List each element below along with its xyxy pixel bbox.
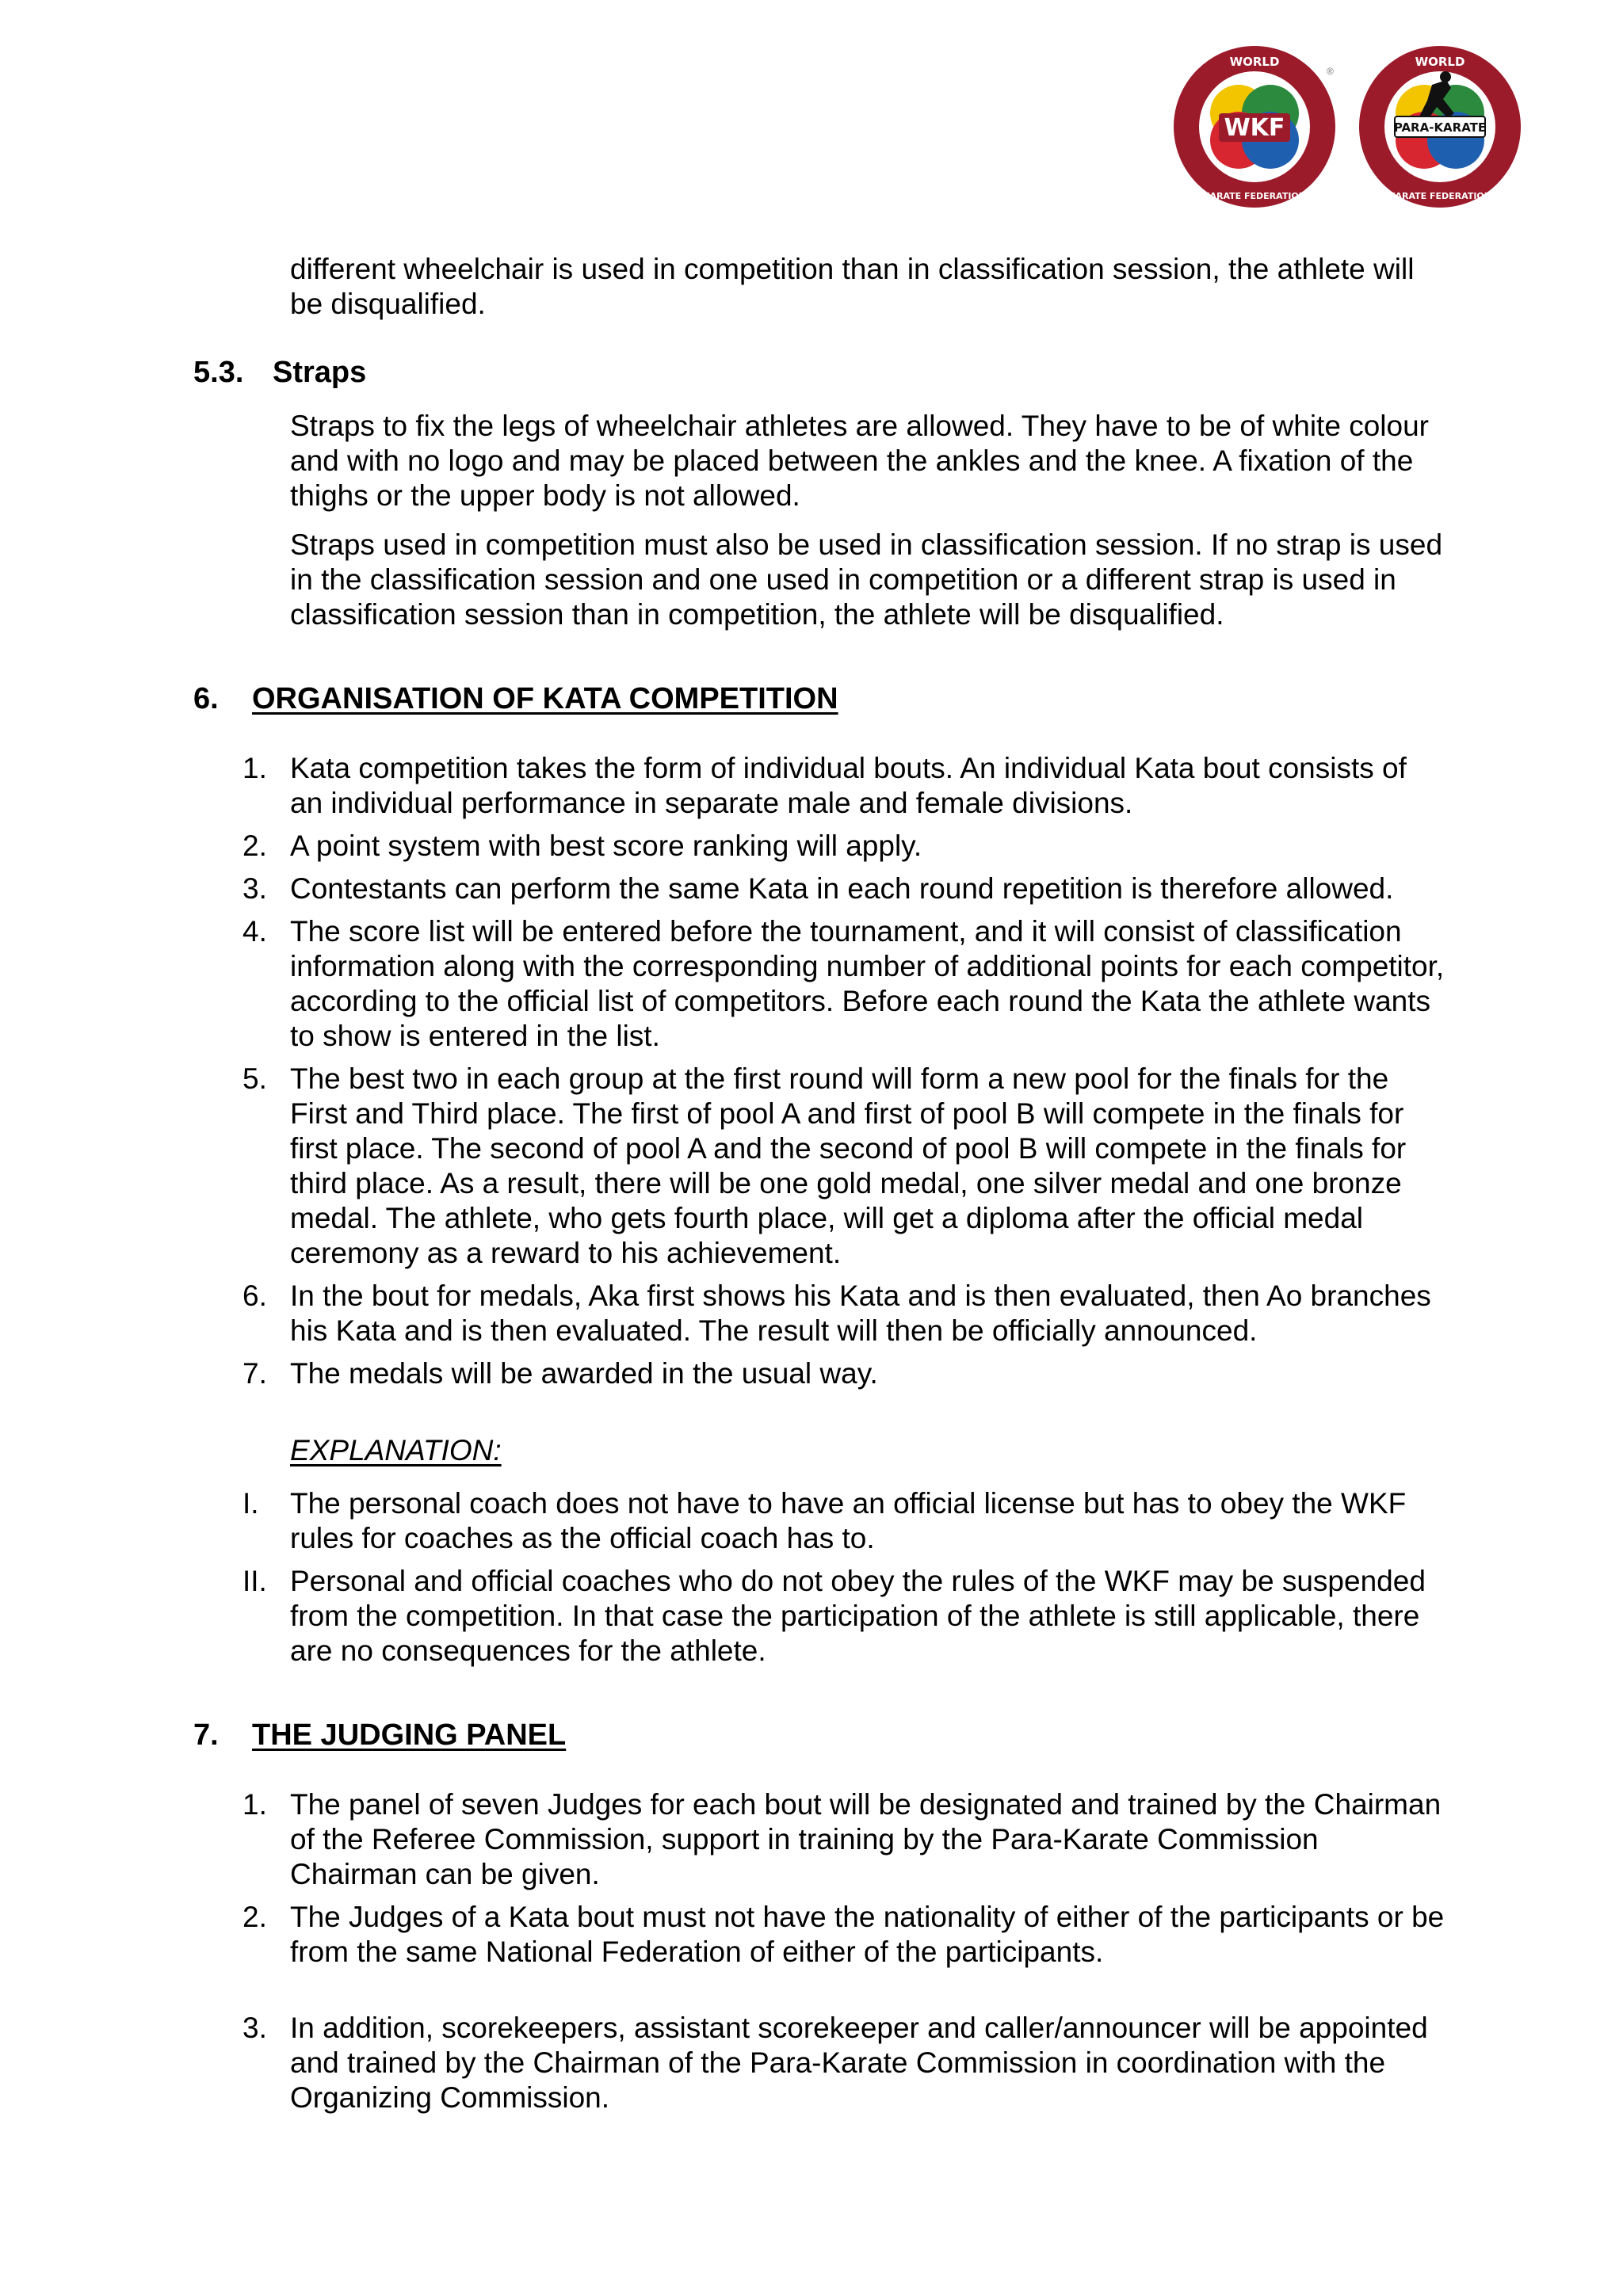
list-marker: 6. [242, 1280, 267, 1312]
list-item-text: The medals will be awarded in the usual way. [290, 1357, 878, 1390]
list-item [242, 1062, 1447, 1271]
wkf-logo-center-text: WKF [1224, 114, 1285, 142]
list-marker: 3. [242, 872, 267, 905]
wkf-logo-top-text: WORLD [1229, 55, 1280, 69]
straps-paragraph-1: Straps to fix the legs of wheelchair athletes are allowed. They have to be of white colour and with no logo and may be placed between the ankles and the knee. A fixation of the thighs or the upper body is not allowed. [290, 410, 1429, 512]
wkf-logo [1171, 44, 1338, 210]
list-item [242, 1787, 1447, 1892]
list-item-text: The panel of seven Judges for each bout will be designated and trained by the Chairman of the Referee Commission, support in training by the Para-Karate Commission Chairman can be given. [290, 1788, 1442, 1890]
section-number: 5.3. [193, 356, 244, 389]
list-item-text: Contestants can perform the same Kata in each round repetition is therefore allowed. [290, 872, 1394, 905]
section-number: 7. [193, 1718, 219, 1752]
section-title: ORGANISATION OF KATA COMPETITION [252, 682, 838, 715]
list-item [242, 2011, 1447, 2115]
para-logo-top-text: WORLD [1415, 55, 1465, 69]
list-marker: 7. [242, 1357, 267, 1390]
section-number: 6. [193, 682, 219, 715]
kata-rules-list [242, 751, 1447, 1399]
explanation-list [242, 1486, 1447, 1676]
list-item [242, 751, 1447, 821]
list-item [242, 829, 1447, 864]
list-item-text: A point system with best score ranking will apply. [290, 830, 922, 862]
para-logo-bottom-text: KARATE FEDERATION [1388, 191, 1491, 201]
list-marker: 4. [242, 915, 267, 948]
list-item-text: In addition, scorekeepers, assistant scorekeeper and caller/announcer will be appointed and trained by the Chairman of the Para-Karate Commission in coordination with the Organizing Commission. [290, 2012, 1428, 2114]
list-item [242, 1564, 1447, 1669]
list-item-text: The personal coach does not have to have an official license but has to obey the WKF rules for coaches as the official coach has to. [290, 1487, 1407, 1554]
list-marker: 2. [242, 1901, 267, 1933]
list-item [242, 914, 1447, 1054]
list-marker: 1. [242, 1788, 267, 1821]
list-item-text: Personal and official coaches who do not obey the rules of the WKF may be suspended from the competition. In that case the participation of the athlete is still applicable, there are no consequences for the athlete. [290, 1565, 1426, 1667]
wkf-logo-bottom-text: KARATE FEDERATION [1203, 191, 1306, 201]
intro-paragraph: different wheelchair is used in competition than in classification session, the athlete will be disqualified. [290, 253, 1415, 320]
list-item [242, 1279, 1447, 1348]
list-item-text: The best two in each group at the first round will form a new pool for the finals for the First and Third place. The first of pool A and first of pool B will compete in the finals for first place. The second of pool A and the second of pool B will compete in the finals for third place. As a result, there will be one gold medal, one silver medal and one bronze medal. The athlete, who gets fourth place, will get a diploma after the official medal ceremony as a reward to his achievement. [290, 1062, 1407, 1269]
judging-panel-list [242, 1787, 1447, 2123]
section-title: THE JUDGING PANEL [252, 1718, 567, 1752]
list-marker: 1. [242, 752, 267, 784]
list-marker: 5. [242, 1062, 267, 1095]
para-logo-center-text: PARA-KARATE [1393, 120, 1487, 135]
list-item [242, 1356, 1447, 1391]
explanation-label: EXPLANATION: [290, 1434, 502, 1466]
para-karate-logo [1357, 44, 1523, 210]
list-marker: 2. [242, 830, 267, 862]
list-marker: 3. [242, 2012, 267, 2044]
list-item-text: The Judges of a Kata bout must not have the nationality of either of the participants or be from the same National Federation of either of the participants. [290, 1901, 1445, 1968]
section-title: Straps [273, 356, 367, 389]
list-item-text: In the bout for medals, Aka first shows his Kata and is then evaluated, then Ao branches his Kata and is then evaluated. The result will then be officially announced. [290, 1280, 1431, 1347]
header-logos [1171, 44, 1520, 210]
straps-paragraph-2: Straps used in competition must also be used in classification session. If no strap is used in the classification session and one used in competition or a different strap is used in classification session than in competition, the athlete will be disqualified. [290, 528, 1443, 631]
list-item [242, 1900, 1447, 1970]
list-item-text: The score list will be entered before the tournament, and it will consist of classification information along with the corresponding number of additional points for each competitor, according to the official list of competitors. Before each round the Kata the athlete wants to show is entered in the list. [290, 915, 1445, 1052]
list-item-text: Kata competition takes the form of individual bouts. An individual Kata bout consists of an individual performance in separate male and female divisions. [290, 752, 1407, 819]
list-marker: II. [242, 1565, 267, 1597]
list-item [242, 871, 1447, 906]
list-item [242, 1486, 1447, 1556]
list-marker: I. [242, 1487, 259, 1520]
registered-mark: ® [1327, 66, 1334, 77]
